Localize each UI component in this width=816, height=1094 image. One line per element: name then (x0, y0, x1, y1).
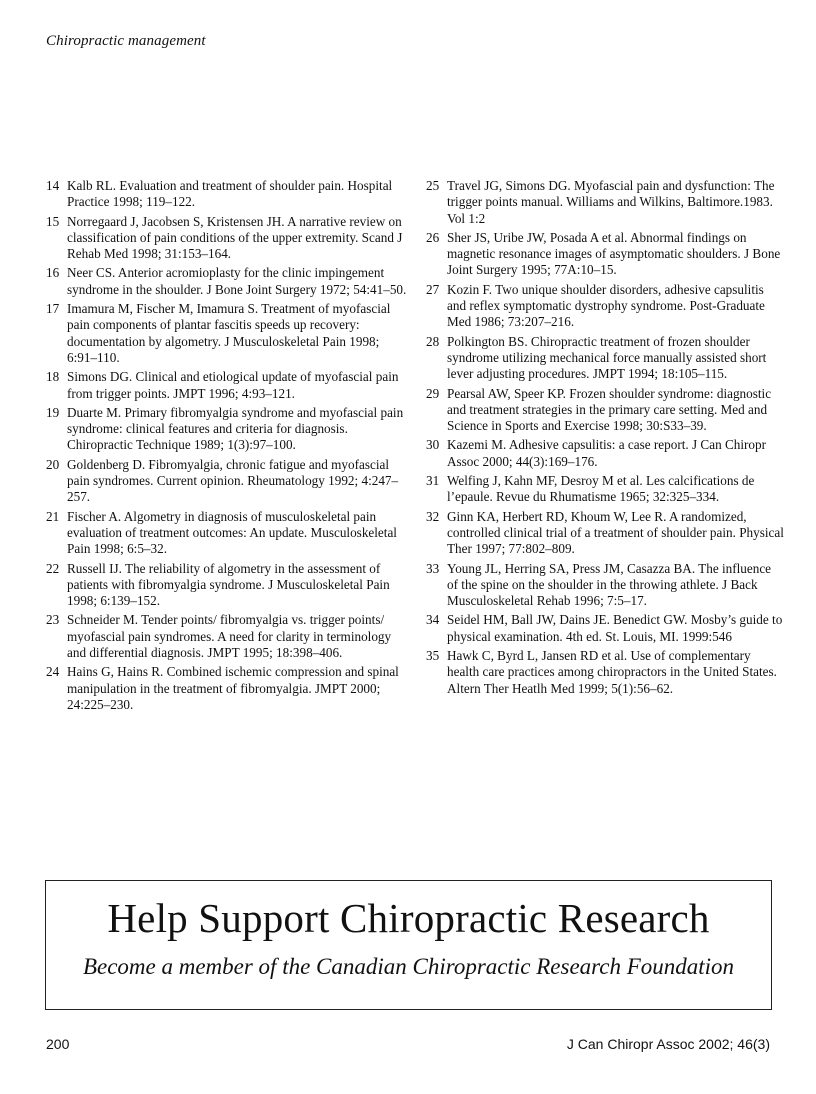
reference-item (46, 301, 408, 366)
reference-text: Pearsal AW, Speer KP. Frozen shoulder syndrome: diagnostic and treatment strategies in the primary care setting. Med and Science in Sports and Exercise 1998; 30:S33–39. (447, 385, 772, 434)
reference-item (46, 664, 408, 713)
reference-text: Duarte M. Primary fibromyalgia syndrome and myofascial pain syndrome: clinical features and criteria for diagnosis. Chiropractic Technique 1989; 1(3):97–100. (67, 404, 404, 453)
reference-item (46, 561, 408, 610)
reference-number: 23 (46, 612, 60, 628)
reference-text: Simons DG. Clinical and etiological update of myofascial pain from trigger points. JMPT 1996; 4:93–121. (67, 369, 399, 401)
reference-item (426, 509, 784, 558)
reference-item (46, 509, 408, 558)
reference-text: Norregaard J, Jacobsen S, Kristensen JH. A narrative review on classification of pain conditions of the upper extremity. Scand J Rehab Med 1998; 31:153–164. (67, 213, 403, 262)
reference-item (426, 230, 784, 279)
reference-number: 35 (426, 648, 440, 664)
reference-item (426, 561, 784, 610)
reference-item (426, 386, 784, 435)
reference-text: Kazemi M. Adhesive capsulitis: a case report. J Can Chiropr Assoc 2000; 44(3):169–176. (447, 437, 766, 469)
reference-text: Sher JS, Uribe JW, Posada A et al. Abnormal findings on magnetic resonance images of asymptomatic shoulders. J Bone Joint Surgery 1995; 77A:10–15. (447, 229, 781, 278)
reference-text: Schneider M. Tender points/ fibromyalgia vs. trigger points/ myofascial pain syndromes. A need for clarity in terminology and differential diagnosis. JMPT 1995; 18:398–406. (67, 612, 392, 661)
reference-item (426, 282, 784, 331)
reference-text: Welfing J, Kahn MF, Desroy M et al. Les calcifications de l’epaule. Revue du Rhumatisme 1965; 32:325–334. (447, 473, 755, 505)
reference-text: Goldenberg D. Fibromyalgia, chronic fatigue and myofascial pain syndromes. Current opinion. Rheumatology 1992; 4:247–257. (67, 456, 399, 505)
reference-text: Kalb RL. Evaluation and treatment of shoulder pain. Hospital Practice 1998; 119–122. (67, 178, 393, 210)
reference-item (426, 473, 784, 506)
reference-item (46, 265, 408, 298)
reference-item (426, 648, 784, 697)
page-number: 200 (46, 1036, 70, 1052)
reference-item (46, 457, 408, 506)
reference-text: Polkington BS. Chiropractic treatment of frozen shoulder syndrome utilizing mechanical force manually assisted short lever adjusting procedures. JMPT 1994; 18:105–115. (447, 333, 767, 382)
reference-number: 24 (46, 664, 60, 680)
reference-number: 14 (46, 178, 60, 193)
promo-headline: Help Support Chiropractic Research (107, 895, 710, 941)
reference-item (426, 437, 784, 470)
reference-number: 26 (426, 229, 440, 245)
promo-banner (45, 880, 772, 1010)
reference-item (46, 178, 408, 211)
reference-number: 18 (46, 369, 60, 385)
reference-number: 31 (426, 473, 440, 489)
reference-item (46, 369, 408, 402)
reference-number: 28 (426, 333, 440, 349)
reference-number: 32 (426, 508, 440, 524)
reference-text: Imamura M, Fischer M, Imamura S. Treatment of myofascial pain components of plantar fascitis speeds up recovery: documentation by algometry. J Musculoskeletal Pain 1998; 6:91–110. (67, 301, 391, 365)
reference-text: Hains G, Hains R. Combined ischemic compression and spinal manipulation in the treatment of fibromyalgia. JMPT 2000; 24:225–230. (67, 664, 399, 712)
reference-text: Neer CS. Anterior acromioplasty for the clinic impingement syndrome in the shoulder. J Bone Joint Surgery 1972; 54:41–50. (67, 265, 407, 297)
reference-item (46, 612, 408, 661)
reference-text: Fischer A. Algometry in diagnosis of musculoskeletal pain evaluation of treatment outcomes: An update. Musculoskeletal Pain 1998; 6:5–32. (67, 508, 397, 557)
reference-text: Russell IJ. The reliability of algometry in the assessment of patients with fibromyalgia syndrome. J Musculoskeletal Pain 1998; 6:139–152. (67, 560, 390, 609)
reference-number: 19 (46, 404, 60, 420)
reference-number: 34 (426, 612, 440, 628)
reference-number: 17 (46, 301, 60, 317)
reference-number: 21 (46, 508, 60, 524)
reference-number: 33 (426, 560, 440, 576)
reference-text: Seidel HM, Ball JW, Dains JE. Benedict GW. Mosby’s guide to physical examination. 4th ed. St. Louis, MI. 1999:546 (447, 612, 783, 644)
reference-number: 27 (426, 281, 440, 297)
reference-number: 25 (426, 178, 440, 193)
reference-item (426, 334, 784, 383)
reference-item (426, 612, 784, 645)
reference-number: 22 (46, 560, 60, 576)
reference-number: 29 (426, 385, 440, 401)
reference-text: Hawk C, Byrd L, Jansen RD et al. Use of complementary health care practices among chiropractors in the United States. Altern Ther Heatlh Med 1999; 5(1):56–62. (447, 648, 777, 696)
journal-citation: J Can Chiropr Assoc 2002; 46(3) (566, 1036, 770, 1052)
reference-list-right (426, 178, 784, 700)
reference-number: 30 (426, 437, 440, 453)
reference-item (46, 405, 408, 454)
reference-text: Kozin F. Two unique shoulder disorders, adhesive capsulitis and reflex symptomatic dystrophy syndrome. Post-Graduate Med 1986; 73:207–216. (447, 281, 765, 330)
reference-number: 15 (46, 213, 60, 229)
promo-subline: Become a member of the Canadian Chiropractic Research Foundation (82, 954, 735, 979)
reference-text: Young JL, Herring SA, Press JM, Casazza BA. The influence of the spine on the shoulder in the throwing athlete. J Back Musculoskeletal Rehab 1996; 7:5–17. (447, 560, 772, 609)
reference-item (426, 178, 784, 227)
reference-number: 16 (46, 265, 60, 281)
reference-text: Ginn KA, Herbert RD, Khoum W, Lee R. A randomized, controlled clinical trial of a treatment of shoulder pain. Physical Ther 1997; 77:802–809. (447, 508, 784, 557)
running-title: Chiropractic management (46, 33, 206, 49)
reference-text: Travel JG, Simons DG. Myofascial pain and dysfunction: The trigger points manual. Williams and Wilkins, Baltimore.1983. Vol 1:2 (447, 178, 775, 226)
reference-number: 20 (46, 456, 60, 472)
reference-item (46, 214, 408, 263)
reference-list-left (46, 178, 408, 716)
